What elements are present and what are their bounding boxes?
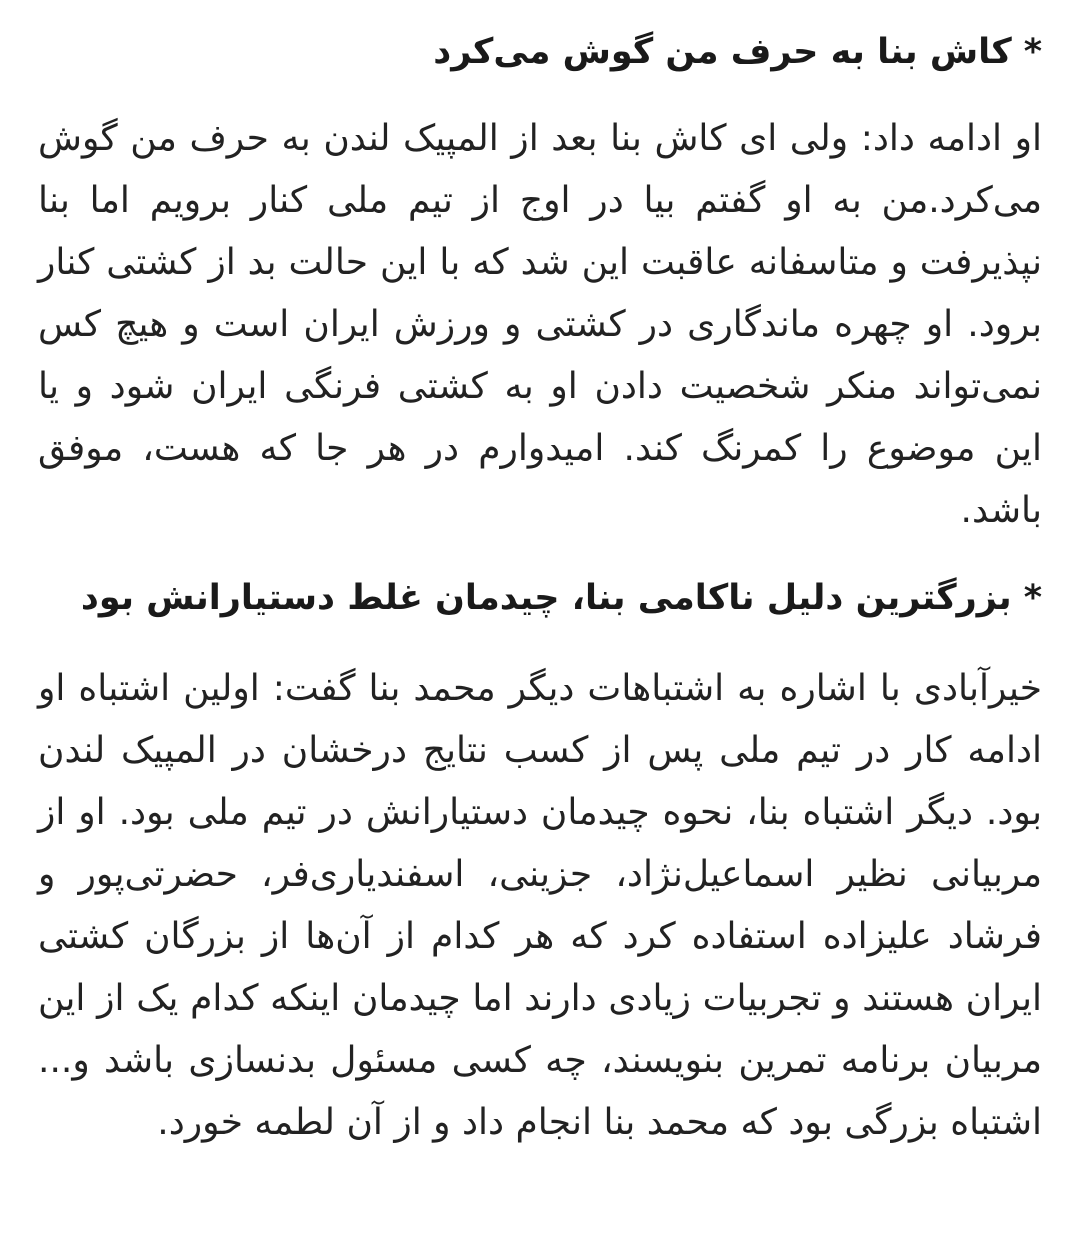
section-heading — [38, 568, 1042, 628]
section-heading-text: بزرگترین دلیل ناکامی بنا، چیدمان غلط دستیارانش بود — [80, 578, 1012, 618]
section-paragraph: خیرآبادی با اشاره به اشتباهات دیگر محمد بنا گفت: اولین اشتباه او ادامه کار در تیم ملی پس از کسب نتایج درخشان در المپیک لندن بود. دیگر اشتباه بنا، نحوه چیدمان دستیارانش در تیم ملی بود. او از مربیانی نظیر اسماعیل‌نژاد، جزینی، اسفندیاری‌فر، حضرتی‌پور و فرشاد علیزاده استفاده کرد که هر کدام از آن‌ها از بزرگان کشتی ایران هستند و تجربیات زیادی دارند اما چیدمان اینکه کدام یک از این مربیان برنامه تمرین بنویسند، چه کسی مسئول بدنسازی باشد و... اشتباه بزرگی بود که محمد بنا انجام داد و از آن لطمه خورد. — [38, 668, 1042, 1143]
section-heading — [38, 22, 1042, 82]
asterisk-bullet-icon: * — [1023, 578, 1042, 618]
section-paragraph: او ادامه داد: ولی ای کاش بنا بعد از المپیک لندن به حرف من گوش می‌کرد.من به او گفتم بیا در اوج از تیم ملی کنار برویم اما بنا نپذیرفت و متاسفانه عاقبت این شد که با این حالت بد از کشتی کنار برود. او چهره ماندگاری در کشتی و ورزش ایران است و هیچ کس نمی‌تواند منکر شخصیت دادن او به کشتی فرنگی ایران شود و یا این موضوع را کمرنگ کند. امیدوارم در هر جا که هست، موفق باشد. — [38, 118, 1042, 531]
section-heading-text: کاش بنا به حرف من گوش می‌کرد — [433, 32, 1012, 72]
asterisk-bullet-icon: * — [1023, 32, 1042, 72]
